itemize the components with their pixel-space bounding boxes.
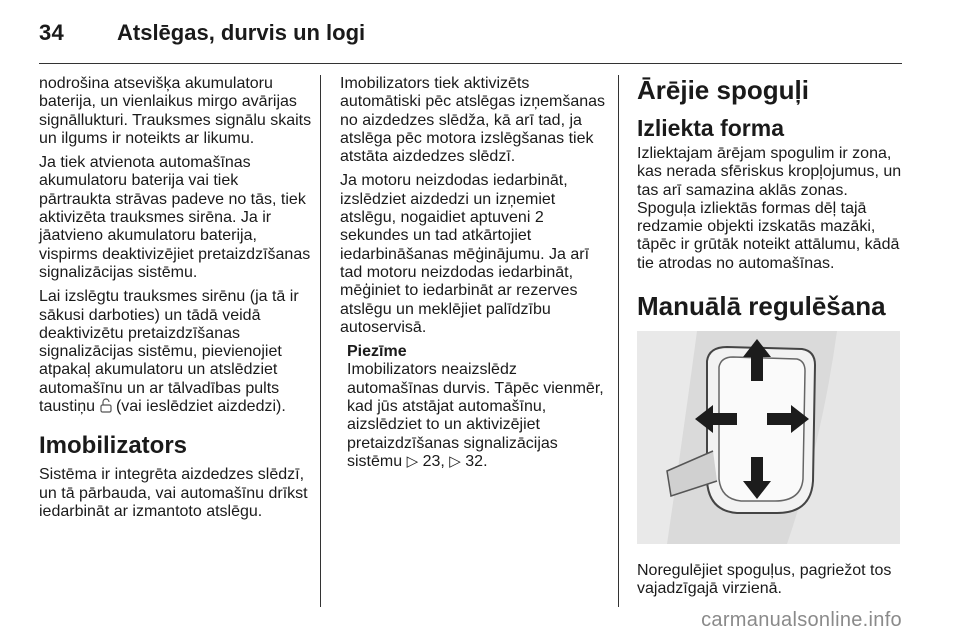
figure-caption: Noregulējiet spoguļus, pagriežot tos vajadzīgajā virzienā. [637,562,892,598]
mirror-adjustment-illustration [637,331,900,544]
paragraph: Ja motoru neizdodas iedarbināt, izslēdziet aizdedzi un izņemiet atslēgu, nogaidiet aptuveni 2 sekundes un tad atkārtojiet iedarbināšanas mēģinājumu. Ja arī tad motoru neizdodas iedarbināt, mēģiniet to iedarbināt ar rezerves atslēgu un meklējiet palīdzību autoservisā. [340,172,590,336]
paragraph: Izliektajam ārējam spogulim ir zona, kas nerada sfēriskus kropļojumus, un tas arī samazina aklās zonas. Spoguļa izliektās formas dēļ tajā redzamie objekti izskatās mazāki, tāpēc ir grūtāk noteikt attālumu, kādā tie atrodas no automašīnas. [637,145,902,272]
chapter-title: Atslēgas, durvis un logi [117,20,366,45]
column-3 [637,75,907,605]
watermark: carmanualsonline.info [701,609,902,631]
paragraph: Ja tiek atvienota automašīnas akumulatoru baterija vai tiek pārtraukta strāvas padeve no tās, tiek aktivizēta trauksmes sirēna. Ja ir jāatvieno akumulatoru baterija, vispirms deaktivizējiet pretaizdzīšanas signalizācijas sistēmu. [39,154,311,281]
padlock-open-icon [100,398,112,413]
page-reference[interactable]: 23, [422,452,445,470]
header-divider [39,63,902,64]
page-reference-arrow-icon: ▷ [449,452,461,470]
paragraph: nodrošina atsevišķa akumulatoru baterija, un vienlaikus mirgo avārijas signāllukturi. Trauksmes signālu skaits un ilgums ir noteikts ar likumu. [39,75,312,147]
subheading-convex: Izliekta forma [637,115,784,141]
section-heading-manual-adjust: Manuālā regulēšana [637,291,886,322]
page-reference-arrow-icon: ▷ [406,452,419,470]
paragraph: Imobilizators tiek aktivizēts automātiski pēc atslēgas izņemšanas no aizdedzes slēdža, kā arī tad, ja atslēga pēc motora izslēgšanas tiek atstāta aizdedzes slēdzī. [340,75,606,166]
paragraph-text: Lai izslēgtu trauksmes sirēnu (ja tā ir sākusi darboties) un tādā veidā deaktivizētu pretaizdzīšanas signalizācijas sistēmu, pievienojiet atpakaļ akumulatoru un atslēdziet automašīnu un ar tālvadības pults taustiņu [39,288,299,416]
page-number: 34 [39,20,65,45]
paragraph [39,288,314,416]
section-heading-mirrors: Ārējie spoguļi [637,75,809,105]
page-reference[interactable]: 32. [465,452,488,470]
section-heading-immobilizer: Imobilizators [39,432,188,460]
column-divider-1 [320,75,321,607]
column-1 [39,75,314,527]
paragraph-text: (vai ieslēdziet aizdedzi). [115,398,286,416]
column-divider-2 [618,75,619,607]
column-2 [340,75,610,471]
note-title: Piezīme [347,343,407,361]
note-box [340,343,610,471]
note-body: Imobilizators neaizslēdz automašīnas durvis. Tāpēc vienmēr, kad jūs atstājat automašīnu, aizslēdziet to un aktivizējiet pretaizdzīšanas signalizācijas sistēmu [347,361,604,470]
note-text [347,361,610,471]
paragraph: Sistēma ir integrēta aizdedzes slēdzī, un tā pārbauda, vai automašīnu drīkst iedarbināt ar izmantoto atslēgu. [39,466,308,520]
